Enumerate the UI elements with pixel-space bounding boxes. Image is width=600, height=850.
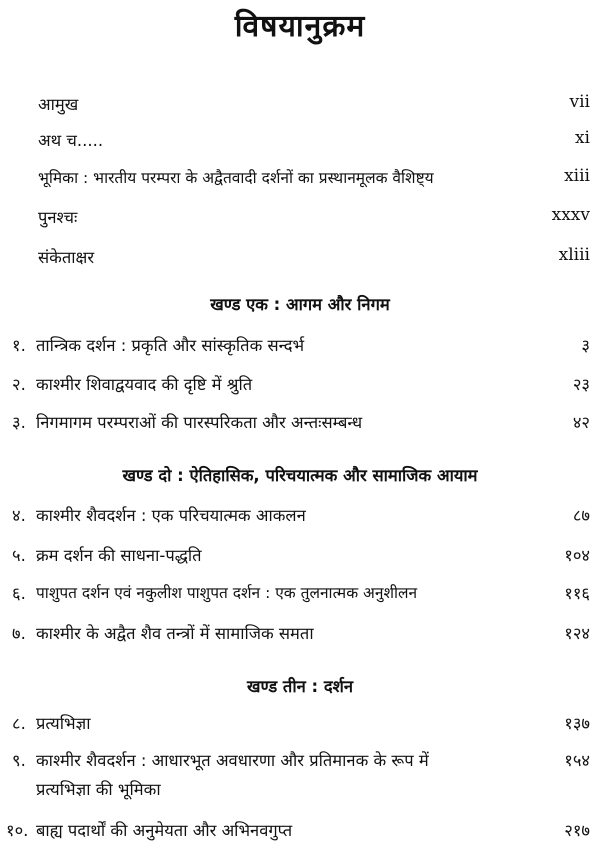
entry-label: भूमिका : भारतीय परम्परा के अद्वैतवादी दर्शनों का प्रस्थानमूलक वैशिष्ट्य — [38, 169, 434, 187]
toc-entry-chapter — [0, 621, 600, 647]
chapter-number: १०. — [6, 821, 29, 840]
section-heading: खण्ड एक : आगम और निगम — [210, 295, 390, 314]
entry-label: संकेताक्षर — [38, 248, 95, 267]
toc-entry-chapter — [0, 581, 600, 607]
chapter-title: क्रम दर्शन की साधना-पद्धति — [36, 546, 202, 565]
toc-entry-chapter — [0, 711, 600, 737]
chapter-number: ३. — [12, 413, 26, 432]
chapter-page-number: ८७ — [572, 506, 590, 525]
entry-label: अथ च..... — [38, 131, 104, 150]
toc-entry-front-matter — [0, 166, 600, 192]
chapter-title: काश्मीर के अद्वैत शैव तन्त्रों में सामाजिक समता — [36, 624, 314, 643]
chapter-number: ७. — [12, 624, 26, 643]
toc-entry-chapter — [0, 333, 600, 359]
chapter-title: बाह्य पदार्थों की अनुमेयता और अभिनवगुप्त — [36, 821, 293, 840]
chapter-page-number: १२४ — [564, 624, 590, 643]
toc-entry-front-matter — [0, 245, 600, 271]
chapter-number: २. — [12, 375, 26, 394]
chapter-page-number: ४२ — [572, 413, 590, 432]
toc-entry-chapter — [0, 410, 600, 436]
chapter-title: प्रत्यभिज्ञा — [36, 714, 91, 733]
chapter-number: १. — [12, 336, 26, 355]
chapter-title: निगमागम परम्पराओं की पारस्परिकता और अन्तःसम्बन्ध — [36, 413, 363, 432]
chapter-number: ६. — [12, 584, 26, 603]
toc-entry-chapter — [0, 503, 600, 529]
chapter-number: ९. — [12, 751, 26, 770]
chapter-title: पाशुपत दर्शन एवं नकुलीश पाशुपत दर्शन : एक तुलनात्मक अनुशीलन — [36, 584, 418, 602]
toc-entry-front-matter — [0, 205, 600, 231]
section-heading: खण्ड दो : ऐतिहासिक, परिचयात्मक और सामाजिक आयाम — [122, 466, 478, 485]
chapter-page-number: १३७ — [564, 714, 590, 733]
section-heading: खण्ड तीन : दर्शन — [247, 677, 353, 696]
chapter-page-number: १५४ — [564, 751, 590, 770]
entry-label: आमुख — [38, 95, 79, 114]
toc-entry-chapter — [0, 818, 600, 844]
chapter-page-number: १०४ — [564, 546, 590, 565]
chapter-number: ८. — [12, 714, 26, 733]
entry-page-number: xliii — [558, 245, 590, 265]
entry-page-number: xi — [574, 128, 590, 148]
chapter-title: काश्मीर शिवाद्वयवाद की दृष्टि में श्रुति — [36, 375, 253, 394]
toc-entry-chapter — [0, 748, 600, 774]
toc-entry-chapter — [0, 543, 600, 569]
chapter-number: ५. — [12, 546, 26, 565]
entry-page-number: xiii — [564, 166, 590, 186]
chapter-page-number: ११६ — [564, 584, 590, 603]
chapter-number: ४. — [12, 506, 26, 525]
chapter-title-continuation: प्रत्यभिज्ञा की भूमिका — [36, 780, 161, 799]
entry-page-number: vii — [569, 92, 590, 112]
chapter-title: काश्मीर शैवदर्शन : एक परिचयात्मक आकलन — [36, 506, 306, 525]
page-title: विषयानुक्रम — [234, 9, 366, 44]
entry-label: पुनश्चः — [38, 208, 78, 227]
toc-entry-front-matter — [0, 128, 600, 154]
toc-entry-chapter — [0, 372, 600, 398]
chapter-title: तान्त्रिक दर्शन : प्रकृति और सांस्कृतिक सन्दर्भ — [36, 336, 305, 355]
chapter-title: काश्मीर शैवदर्शन : आधारभूत अवधारणा और प्रतिमानक के रूप में — [36, 751, 429, 770]
chapter-page-number: ३ — [581, 336, 590, 355]
chapter-page-number: २३ — [572, 375, 590, 394]
entry-page-number: xxxv — [551, 205, 590, 225]
chapter-page-number: २१७ — [564, 821, 590, 840]
toc-entry-front-matter — [0, 92, 600, 118]
